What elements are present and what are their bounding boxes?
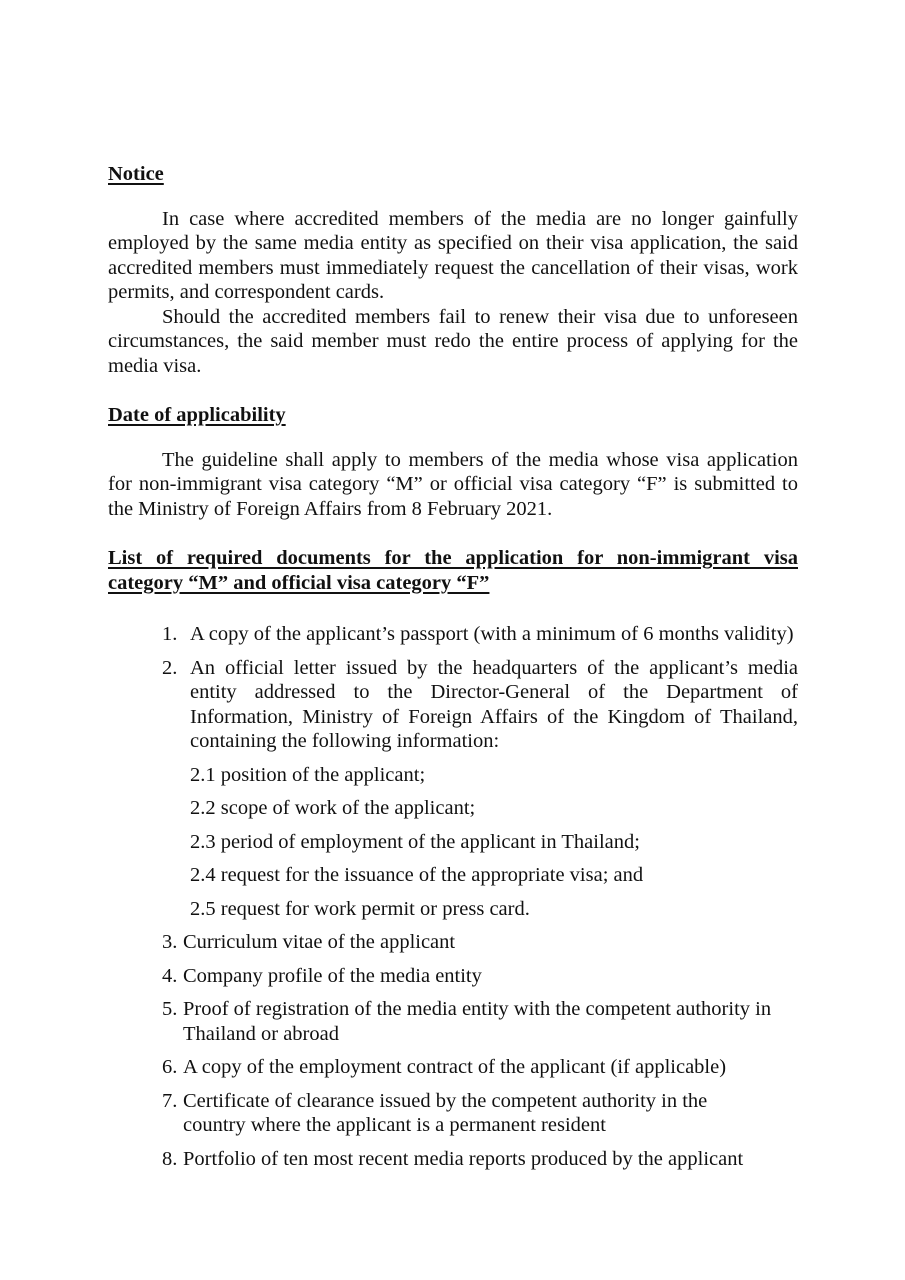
sub-list-item: 2.5 request for work permit or press card. <box>190 897 530 920</box>
list-item-text: Curriculum vitae of the applicant <box>183 931 456 953</box>
list-item-number: 6. <box>162 1056 178 1078</box>
list-item <box>108 1089 798 1138</box>
document-page <box>108 162 798 1180</box>
sub-list-item: 2.2 scope of work of the applicant; <box>190 797 476 819</box>
list-item-number: 1. <box>162 623 178 645</box>
list-item-number: 3. <box>162 931 178 953</box>
date-of-applicability-section <box>108 403 798 521</box>
list-item-number: 8. <box>162 1147 178 1170</box>
notice-paragraph-2: Should the accredited members fail to renew their visa due to unforeseen circumstances, the said member must redo the entire process of applying for the media visa. <box>108 305 798 377</box>
list-item-number: 7. <box>162 1089 178 1112</box>
list-item-number: 5. <box>162 998 178 1020</box>
list-item <box>108 1055 798 1080</box>
list-item-text: Proof of registration of the media entity with the competent authority in Thailand or abroad <box>183 998 772 1045</box>
list-item <box>108 930 798 955</box>
date-of-applicability-heading: Date of applicability <box>108 404 286 426</box>
date-of-applicability-paragraph: The guideline shall apply to members of the media whose visa application for non-immigrant visa category “M” or official visa category “F” is submitted to the Ministry of Foreign Affairs from 8 February 2021. <box>108 448 798 520</box>
required-documents-heading: List of required documents for the application for non-immigrant visa category “M” and official visa category “F” <box>108 547 798 594</box>
notice-paragraph-1: In case where accredited members of the media are no longer gainfully employed by the same media entity as specified on their visa application, the said accredited members must immediately request the cancellation of their visas, work permits, and correspondent cards. <box>108 207 798 303</box>
required-documents-list <box>108 622 798 1171</box>
list-item <box>108 997 798 1046</box>
sub-list-item: 2.4 request for the issuance of the appropriate visa; and <box>190 864 644 886</box>
sub-list-item: 2.1 position of the applicant; <box>190 763 426 786</box>
list-item-text: A copy of the applicant’s passport (with a minimum of 6 months validity) <box>190 623 794 645</box>
required-documents-section <box>108 546 798 1171</box>
list-item <box>108 1147 798 1172</box>
sub-list-item: 2.3 period of employment of the applicant in Thailand; <box>190 830 640 853</box>
list-item-text: Portfolio of ten most recent media reports produced by the applicant <box>183 1147 744 1170</box>
list-item-number: 4. <box>162 964 178 987</box>
notice-section <box>108 162 798 378</box>
list-item-text: A copy of the employment contract of the applicant (if applicable) <box>183 1056 727 1078</box>
list-item-text: Certificate of clearance issued by the competent authority in the country where the applicant is a permanent resident <box>183 1089 708 1136</box>
list-item-text: An official letter issued by the headquarters of the applicant’s media entity addressed to the Director-General of the Department of Information, Ministry of Foreign Affairs of the Kingdom of Thailand, containing the following information: <box>190 656 798 752</box>
list-item <box>108 964 798 989</box>
sub-list <box>108 763 798 922</box>
list-item <box>108 656 798 922</box>
list-item-number: 2. <box>162 656 178 679</box>
list-item <box>108 622 798 647</box>
notice-heading: Notice <box>108 163 164 185</box>
list-item-text: Company profile of the media entity <box>183 964 482 987</box>
